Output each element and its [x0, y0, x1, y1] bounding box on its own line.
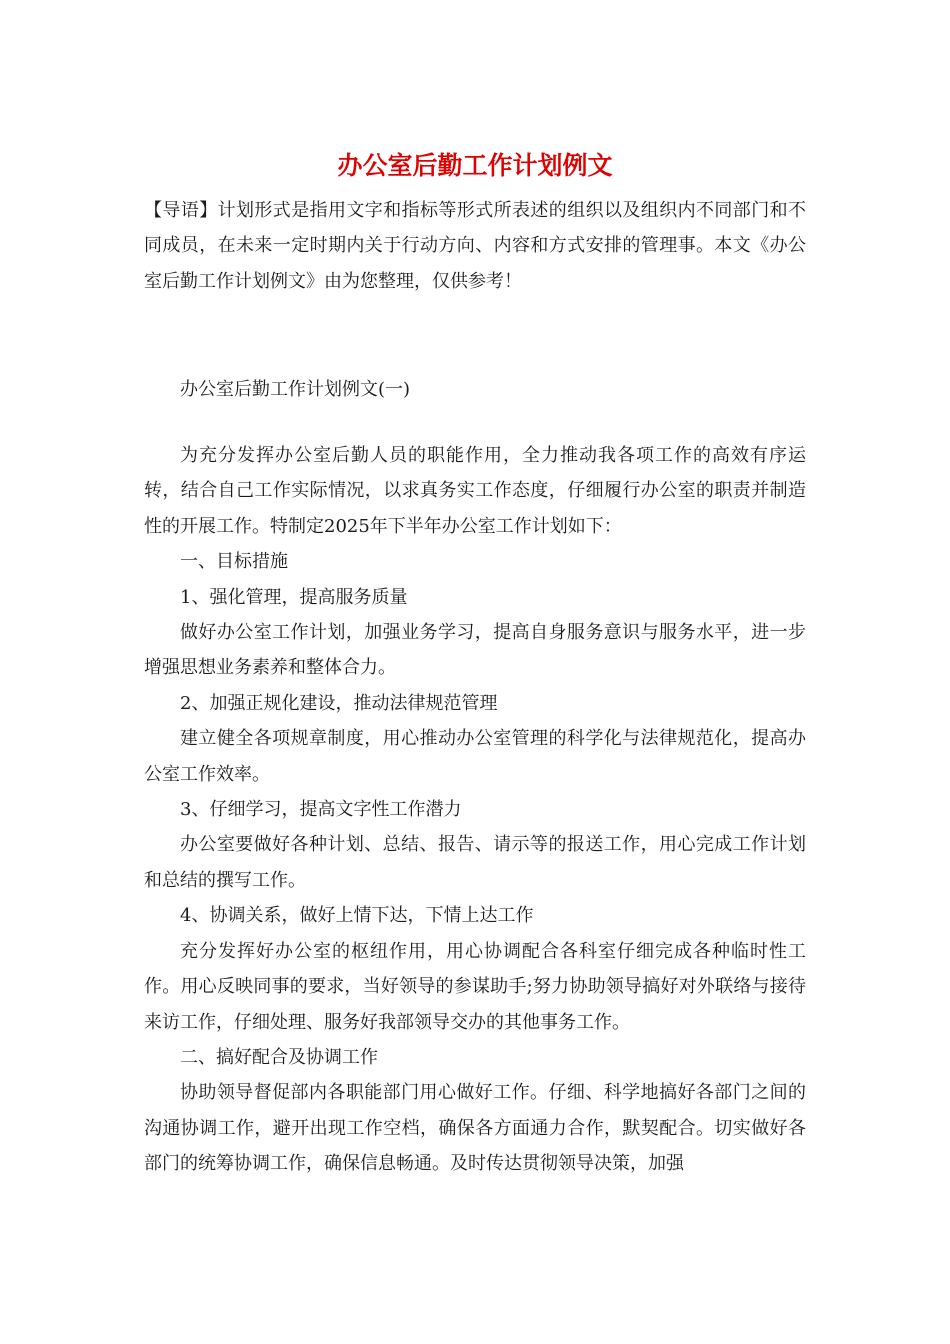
- section-heading: 一、目标措施: [180, 551, 288, 573]
- body-paragraph: 做好办公室工作计划，加强业务学习，提高自身服务意识与服务水平，进一步增强思想业务素养和整体合力。: [144, 622, 806, 679]
- section-heading: 二、搞好配合及协调工作: [180, 1046, 378, 1068]
- body-paragraph: 办公室要做好各种计划、总结、报告、请示等的报送工作，用心完成工作计划和总结的撰写工作。: [144, 834, 806, 891]
- item-heading: 3、仔细学习，提高文字性工作潜力: [180, 799, 462, 821]
- body-paragraph: 为充分发挥办公室后勤人员的职能作用，全力推动我各项工作的高效有序运转，结合自己工作实际情况，以求真务实工作态度，仔细履行办公室的职责并制造性的开展工作。特制定2025年下半年办公室工作计划如下：: [144, 445, 806, 537]
- item-heading: 1、强化管理，提高服务质量: [180, 586, 408, 608]
- body-paragraph: 充分发挥好办公室的枢纽作用，用心协调配合各科室仔细完成各种临时性工作。用心反映同事的要求，当好领导的参谋助手;努力协助领导搞好对外联络与接待来访工作，仔细处理、服务好我部领导交办的其他事务工作。: [144, 940, 806, 1033]
- document-title: 办公室后勤工作计划例文: [337, 151, 613, 180]
- item-heading: 2、加强正规化建设，推动法律规范管理: [180, 692, 498, 714]
- body-paragraph: 建立健全各项规章制度，用心推动办公室管理的科学化与法律规范化，提高办公室工作效率。: [144, 728, 806, 785]
- item-heading: 4、协调关系，做好上情下达，下情上达工作: [180, 905, 534, 927]
- section-subtitle: 办公室后勤工作计划例文(一): [180, 379, 411, 400]
- intro-paragraph: 【导语】计划形式是指用文字和指标等形式所表述的组织以及组织内不同部门和不同成员，在未来一定时期内关于行动方向、内容和方式安排的管理事。本文《办公室后勤工作计划例文》由为您整理，仅供参考！: [144, 200, 806, 292]
- main-content: [144, 438, 806, 1182]
- intro-block: [144, 193, 806, 299]
- body-paragraph: 协助领导督促部内各职能部门用心做好工作。仔细、科学地搞好各部门之间的沟通协调工作，避开出现工作空档，确保各方面通力合作，默契配合。切实做好各部门的统筹协调工作，确保信息畅通。及时传达贯彻领导决策，加强: [144, 1082, 806, 1175]
- subtitle-block: [144, 372, 806, 407]
